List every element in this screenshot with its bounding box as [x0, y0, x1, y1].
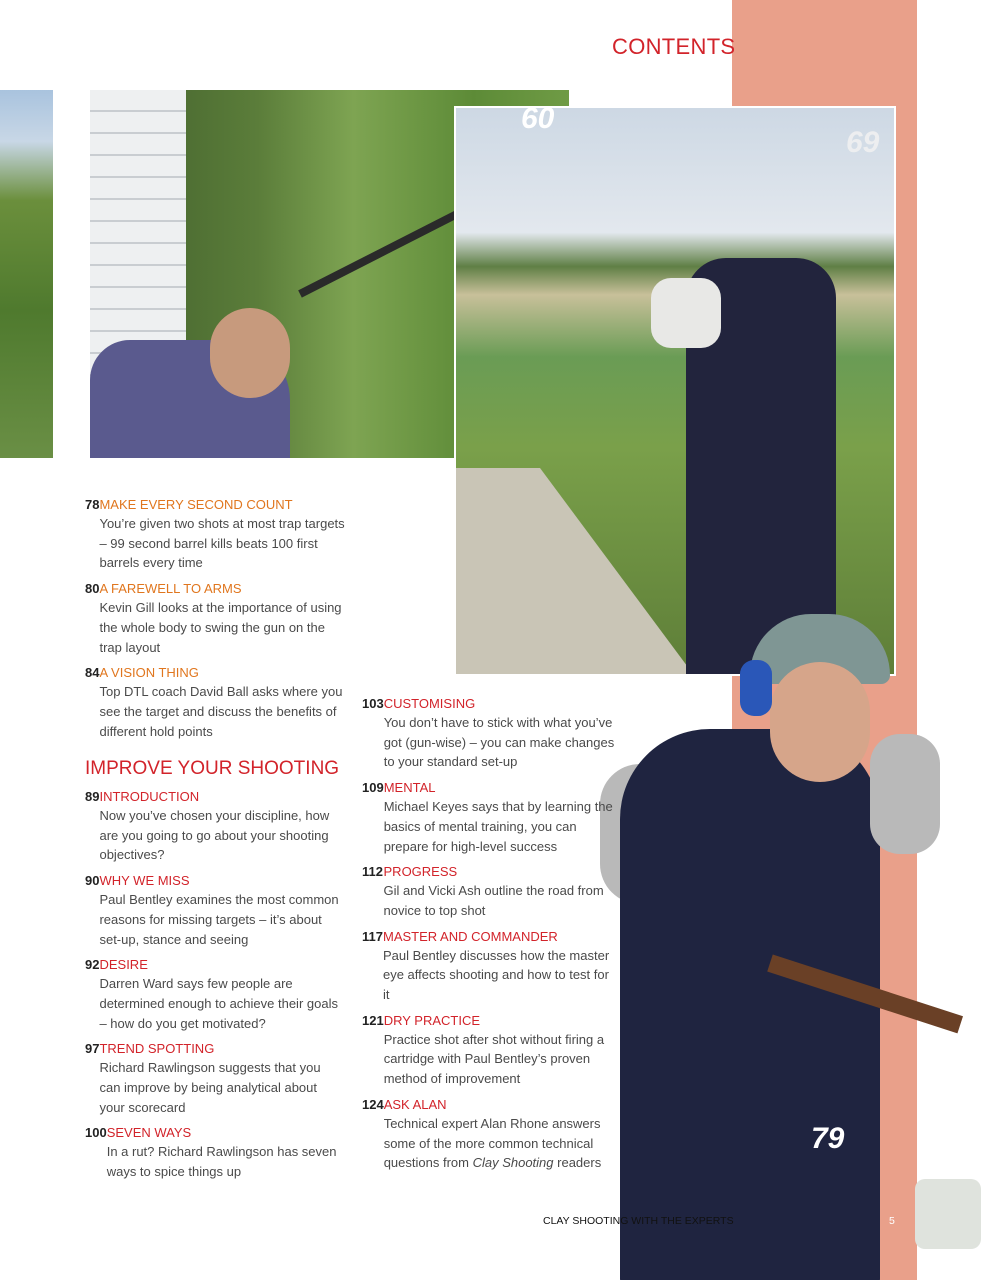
entry-desc: Paul Bentley examines the most common reasons for missing targets – it’s about set-up, stance and seeing — [99, 892, 339, 947]
photo-page-number: 79 — [811, 1122, 845, 1155]
entry-title: SEVEN WAYS — [106, 1125, 192, 1141]
entry-desc: You’re given two shots at most trap targets – 99 second barrel kills beats 100 first barrels every time — [99, 516, 345, 571]
entry-desc: Practice shot after shot without firing a cartridge with Paul Bentley’s proven method of improvement — [383, 1031, 605, 1087]
entry-page: 90 — [85, 873, 100, 889]
contents-entry[interactable] — [85, 1124, 345, 1181]
page-title: CONTENTS — [612, 34, 736, 59]
contents-entry[interactable] — [85, 1040, 345, 1117]
entry-page: 117 — [362, 928, 383, 944]
contents-entry[interactable] — [362, 1012, 617, 1089]
contents-entry[interactable] — [362, 928, 617, 1005]
contents-entry[interactable] — [362, 863, 617, 920]
contents-entry[interactable] — [85, 872, 345, 949]
entry-page: 103 — [362, 696, 384, 711]
entry-title: INTRODUCTION — [99, 789, 200, 804]
entry-desc: Now you’ve chosen your discipline, how are you going to go about your shooting objectives? — [99, 808, 330, 863]
entry-desc: Paul Bentley discusses how the master eye affects shooting and how to test for it — [382, 947, 610, 1003]
photo-shooter-79 — [600, 614, 981, 1280]
contents-entry[interactable] — [85, 580, 345, 657]
contents-column-1b — [85, 788, 345, 1189]
photo-left-edge — [0, 90, 53, 458]
entry-title: A VISION THING — [99, 665, 199, 681]
contents-entry[interactable] — [85, 788, 345, 865]
entry-desc: Kevin Gill looks at the importance of using the whole body to swing the gun on the trap layout — [99, 600, 342, 655]
entry-title: CUSTOMISING — [383, 696, 476, 711]
entry-page: 84 — [85, 665, 100, 681]
photo-ear-defender — [740, 660, 772, 716]
entry-desc: Michael Keyes says that by learning the basics of mental training, you can prepare for high-level success — [383, 799, 613, 854]
entry-page: 97 — [85, 1041, 100, 1057]
contents-entry[interactable] — [362, 695, 617, 772]
entry-page: 80 — [85, 581, 100, 597]
contents-column-1 — [85, 496, 345, 748]
entry-page: 92 — [85, 957, 100, 973]
entry-desc: Top DTL coach David Ball asks where you see the target and discuss the benefits of different hold points — [99, 684, 343, 739]
entry-title: ASK ALAN — [383, 1096, 447, 1112]
photo-shooter-vest — [620, 729, 880, 1280]
entry-title: MAKE EVERY SECOND COUNT — [99, 497, 293, 512]
entry-title: TREND SPOTTING — [99, 1041, 215, 1057]
contents-column-2 — [362, 695, 617, 1180]
contents-entry[interactable] — [362, 1096, 617, 1173]
photo-shooter-head — [210, 308, 290, 398]
entry-title: DESIRE — [99, 957, 148, 973]
entry-title: DRY PRACTICE — [383, 1012, 481, 1028]
photo-page-number: 69 — [846, 126, 880, 159]
entry-page: 109 — [362, 780, 384, 796]
entry-desc-italic: Clay Shooting — [472, 1155, 554, 1171]
entry-page: 124 — [362, 1096, 384, 1112]
contents-entry[interactable] — [85, 664, 345, 741]
photo-shooter-69 — [454, 106, 896, 676]
entry-page: 78 — [85, 497, 100, 512]
footer-title: CLAY SHOOTING WITH THE EXPERTS — [543, 1215, 734, 1227]
contents-entry[interactable] — [85, 956, 345, 1033]
entry-desc-text: readers — [553, 1155, 602, 1171]
footer-page-number: 5 — [889, 1215, 895, 1227]
entry-page: 100 — [85, 1125, 107, 1141]
entry-title: WHY WE MISS — [99, 873, 190, 889]
photo-trap — [915, 1179, 981, 1249]
contents-entry[interactable] — [362, 779, 617, 856]
contents-entry[interactable] — [85, 496, 345, 573]
entry-desc-text: Technical expert Alan Rhone answers some of the more common technical questions from — [383, 1115, 601, 1171]
entry-title: A FAREWELL TO ARMS — [99, 581, 242, 597]
entry-desc — [384, 1114, 617, 1173]
entry-desc: Richard Rawlingson suggests that you can improve by being analytical about your scorecard — [99, 1060, 321, 1115]
entry-desc: Darren Ward says few people are determined enough to achieve their goals – how do you get motivated? — [99, 976, 338, 1031]
section-heading: IMPROVE YOUR SHOOTING — [85, 758, 340, 779]
entry-desc: Gil and Vicki Ash outline the road from novice to top shot — [383, 883, 604, 918]
entry-title: MASTER AND COMMANDER — [382, 928, 558, 944]
photo-sleeve-right — [870, 734, 940, 854]
entry-desc: You don’t have to stick with what you’ve got (gun-wise) – you can make changes to your standard set-up — [383, 715, 615, 770]
photo-page-number: 60 — [521, 102, 555, 135]
entry-page: 112 — [362, 864, 383, 880]
entry-page: 121 — [362, 1012, 384, 1028]
entry-desc: In a rut? Richard Rawlingson has seven ways to spice things up — [106, 1144, 337, 1180]
entry-title: MENTAL — [383, 780, 436, 796]
photo-shooter-shirt — [651, 278, 721, 348]
entry-title: PROGRESS — [383, 864, 458, 880]
entry-page: 89 — [85, 789, 100, 804]
photo-face — [770, 662, 870, 782]
